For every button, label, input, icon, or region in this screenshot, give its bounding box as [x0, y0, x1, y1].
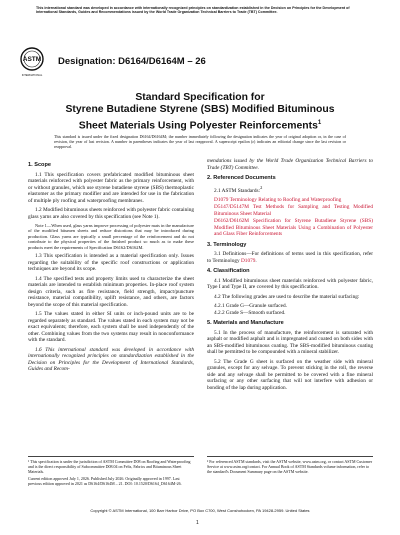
title-line-3: [40, 117, 360, 133]
ref-d1079-inline-link[interactable]: D1079: [240, 257, 256, 264]
astm-logo-icon: [20, 45, 44, 79]
para-4-1: 4.1 Modified bituminous sheet materials reinforced with polyester fabric, Type I and Type II, are covered by this specification.: [207, 277, 373, 291]
para-4-2: 4.2 The following grades are used to describe the material surfacing:: [214, 293, 360, 300]
page-number: 1: [196, 520, 199, 526]
ref-d1079-link[interactable]: D1079: [214, 196, 229, 203]
para-3-1: [207, 251, 373, 264]
para-1-6-continued: mendations issued by the World Trade Organization Technical Barriers to Trade (TBT) Committee.: [207, 158, 373, 171]
title-footnote-mark: 1: [317, 119, 322, 126]
para-1-1: 1.1 This specification covers prefabricated modified bituminous sheet materials reinforced with polyester fabric as the primary reinforcement, with or without granules, which use styrene butadiene styrene (SBS) thermoplastic elastomer as the primary modifier and are intended for use in the fabrication of multiple ply roofing and waterproofing membranes.: [28, 171, 194, 204]
para-1-3: 1.3 This specification is intended as a material specification only. Issues regarding the suitability of the specific roof constructions or application techniques are beyond its scope.: [28, 253, 194, 273]
footnote-2: ² For referenced ASTM standards, visit the ASTM website, www.astm.org, or contact ASTM Customer Service at www.astm.org/contact. For Annual Book of ASTM Standards volume information, refer to the standard's Document Summary page on the ASTM website.: [207, 459, 373, 474]
ref-d6162-link[interactable]: D6162/D6162M: [214, 218, 250, 225]
title-line-3-text: Sheet Materials Using Polyester Reinforcements: [78, 120, 318, 132]
left-column: [28, 158, 194, 376]
ref-d6162: [214, 218, 373, 238]
copyright-footer: Copyright © ASTM International, 100 Barr Harbor Drive, PO Box C700, West Conshohocken, PA 19428-2959. United States: [90, 508, 310, 513]
para-2-1-text: 2.1 ASTM Standards:: [214, 187, 261, 194]
footnote-1-edition: Current edition approved July 1, 2026. Published July 2026. Originally approved in 1997. Last previous edition approved in 2021 as D6164/D6164M – 21. DOI: 10.1520/D6164_D6164M-26.: [28, 475, 182, 486]
para-1-2: 1.2 Modified bituminous sheets reinforced with polyester fabric containing glass yarns are also covered by this specification (see Note 1).: [28, 207, 195, 220]
tbt-notice: This international standard was developed in accordance with internationally recognized principles on standardization established in the Decision on Principles for the Development of International Standards, Guides and Recommendations issued by the World Trade Organization Technical Barriers to Trade (TBT) Committee.: [36, 6, 350, 15]
para-3-1-end: .: [255, 257, 257, 264]
title-line-2: Styrene Butadiene Styrene (SBS) Modified Bituminous: [65, 104, 335, 116]
title-line-1: Standard Specification for: [135, 92, 265, 103]
section-2-heading: 2. Referenced Documents: [207, 175, 276, 181]
designation: Designation: D6164/D6164M – 26: [58, 56, 206, 67]
para-5-1: 5.1 In the process of manufacture, the reinforcement is saturated with asphalt or modified asphalt and is impregnated and coated on both sides with an SBS-modified bituminous coating. The SBS-modified bituminous coating shall be permitted to be compounded with a mineral stabilizer.: [207, 329, 373, 356]
section-1-heading: 1. Scope: [28, 162, 52, 168]
ref-d5147-title[interactable]: Test Methods for Sampling and Testing Modified Bituminous Sheet Material: [214, 204, 373, 217]
para-5-2: 5.2 The Grade G sheet is surfaced on the weather side with mineral granules, except for any selvage. To prevent sticking in the roll, the reverse side and any selvage shall be permitted to be covered with a fine mineral surfacing or any other surfacing that will not interfere with adhesion or bonding of the lap during application.: [207, 358, 373, 391]
section-4-heading: 4. Classification: [207, 268, 250, 275]
issuance-statement: This standard is issued under the fixed designation D6164/D6164M; the number immediately following the designation indicates the year of original adoption or, in the case of revision, the year of last revision. A number in parentheses indicates the year of last reapproval. A superscript epsilon (ε) indicates an editorial change since the last revision or reapproval.: [54, 134, 346, 149]
grade-s: 4.2.2 Grade S—Smooth surfaced.: [214, 309, 286, 316]
svg-text:INTERNATIONAL: INTERNATIONAL: [21, 74, 43, 77]
document-title: [40, 92, 360, 133]
right-column: [207, 158, 373, 394]
footnote-2-mark: 2: [260, 184, 263, 190]
footnote-1: ¹ This specification is under the jurisdiction of ASTM Committee D08 on Roofing and Waterproofing and is the direct responsibility of Subcommittee D08.04 on Felts, Fabrics and Bituminous Sheet Materials.: [28, 459, 191, 474]
para-3-1-text: 3.1 Definitions—For definitions of terms used in this specification, refer to Terminology: [207, 251, 373, 264]
para-1-6: 1.6 This international standard was developed in accordance with internationally recognized principles on standardization established in the Decision on Principles for the Development of International Standards, Guides and Recom-: [28, 346, 194, 373]
section-5-heading: 5. Materials and Manufacture: [207, 320, 284, 327]
ref-d5147: [214, 204, 373, 217]
para-1-5: 1.5 The values stated in either SI units or inch-pound units are to be regarded separately as standard. The values stated in each system may not be exact equivalents; therefore, each system shall be used independently of the other. Combining values from the two systems may result in nonconformance with the standard.: [28, 311, 194, 344]
para-1-4: 1.4 The specified tests and property limits used to characterize the sheet materials are intended to establish minimum properties. In-place roof system design criteria, such as fire resistance, field strength, impact/puncture resistance, material compatibility, uplift resistance, and others, are factors beyond the scope of this material specification.: [28, 275, 194, 308]
para-2-1: [207, 185, 373, 194]
ref-d6162-title[interactable]: Specification for Styrene Butadiene Styrene (SBS) Modified Bituminous Sheet Materials Using a Combination of Polyester and Glass Fiber Reinforcements: [214, 218, 373, 238]
ref-d1079: [214, 197, 373, 204]
footnotes-left: [28, 456, 194, 487]
svg-text:ASTM: ASTM: [22, 56, 42, 63]
grade-g: 4.2.1 Grade G—Granule surfaced.: [214, 303, 287, 310]
ref-d1079-title[interactable]: Terminology Relating to Roofing and Waterproofing: [228, 196, 342, 203]
ref-d5147-link[interactable]: D5147/D5147M: [214, 204, 250, 211]
section-3-heading: 3. Terminology: [207, 241, 247, 248]
note-1: Note 1—When used, glass yarns improve processing of polyester mats in the manufacture of the modified bitumen sheets and reduce distortions that may be introduced during production. Glass yarns are typically a small percentage of the reinforcement and do not contribute to the physical properties of the finished product so much as to make these products meet the requirements of Specification D6162/D6162M.: [28, 223, 194, 250]
footnotes-right: [207, 456, 373, 475]
